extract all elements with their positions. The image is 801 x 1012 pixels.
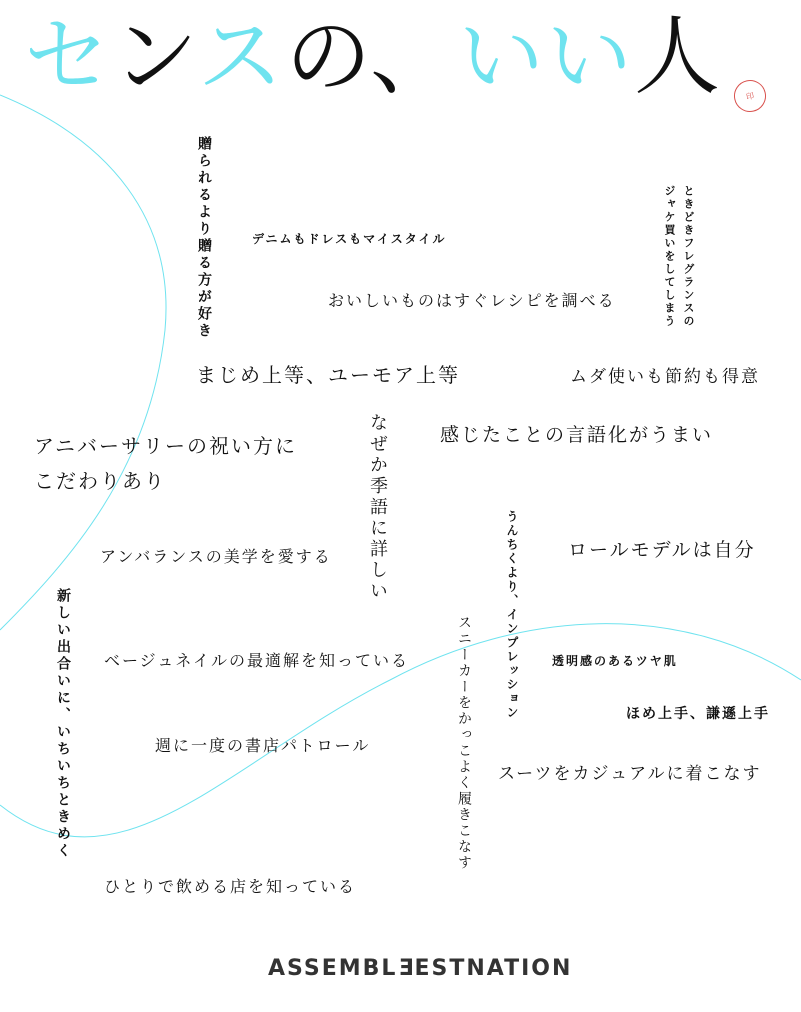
- phrase: 透明感のあるツヤ肌: [552, 654, 678, 668]
- headline-char: の: [285, 7, 370, 107]
- phrase-vertical: スニーカーをかっこよく履きこなす: [456, 615, 472, 871]
- logo-part: ASSEMBL: [268, 956, 398, 981]
- phrase-vertical: ときどきフレグランスの: [682, 185, 695, 328]
- logo-mirrored-letter: E: [397, 956, 415, 981]
- headline-char: 、: [369, 7, 458, 107]
- headline-char: ス: [197, 7, 286, 107]
- logo-part: ESTNATION: [414, 956, 573, 981]
- headline-char: ン: [112, 7, 198, 107]
- phrase: 感じたことの言語化がうまい: [440, 424, 714, 446]
- headline-char: い: [545, 7, 634, 107]
- phrase: ベージュネイルの最適解を知っている: [104, 651, 410, 670]
- brand-logo: [268, 956, 572, 981]
- phrase: アンバランスの美学を愛する: [100, 547, 332, 566]
- phrase-vertical: ジャケ買いをしてしまう: [663, 185, 676, 328]
- phrase: ロールモデルは自分: [568, 539, 756, 561]
- seal-text: 印: [745, 90, 755, 102]
- phrase-vertical: うんちくより、インプレッション: [505, 510, 519, 720]
- headline-char: 人: [633, 7, 722, 107]
- headline: [24, 7, 722, 107]
- phrase: まじめ上等、ユーモア上等: [196, 363, 460, 387]
- phrase: おいしいものはすぐレシピを調べる: [328, 291, 616, 310]
- phrase: アニバーサリーの祝い方に: [34, 434, 297, 458]
- phrase: スーツをカジュアルに着こなす: [498, 764, 762, 784]
- headline-char: セ: [24, 7, 112, 107]
- phrase: 週に一度の書店パトロール: [155, 736, 371, 755]
- phrase: ひとりで飲める店を知っている: [104, 877, 357, 896]
- headline-char: い: [457, 7, 546, 107]
- phrase: こだわりあり: [34, 469, 166, 493]
- phrase: ほめ上手、謙遜上手: [626, 706, 770, 722]
- phrase-vertical: なぜか季語に詳しい: [367, 413, 388, 602]
- phrase-vertical: 新しい出合いに、いちいちときめく: [55, 588, 71, 860]
- phrase-vertical: 贈られるより贈る方が好き: [196, 136, 212, 340]
- phrase: ムダ使いも節約も得意: [570, 367, 760, 387]
- phrase: デニムもドレスもマイスタイル: [252, 232, 447, 246]
